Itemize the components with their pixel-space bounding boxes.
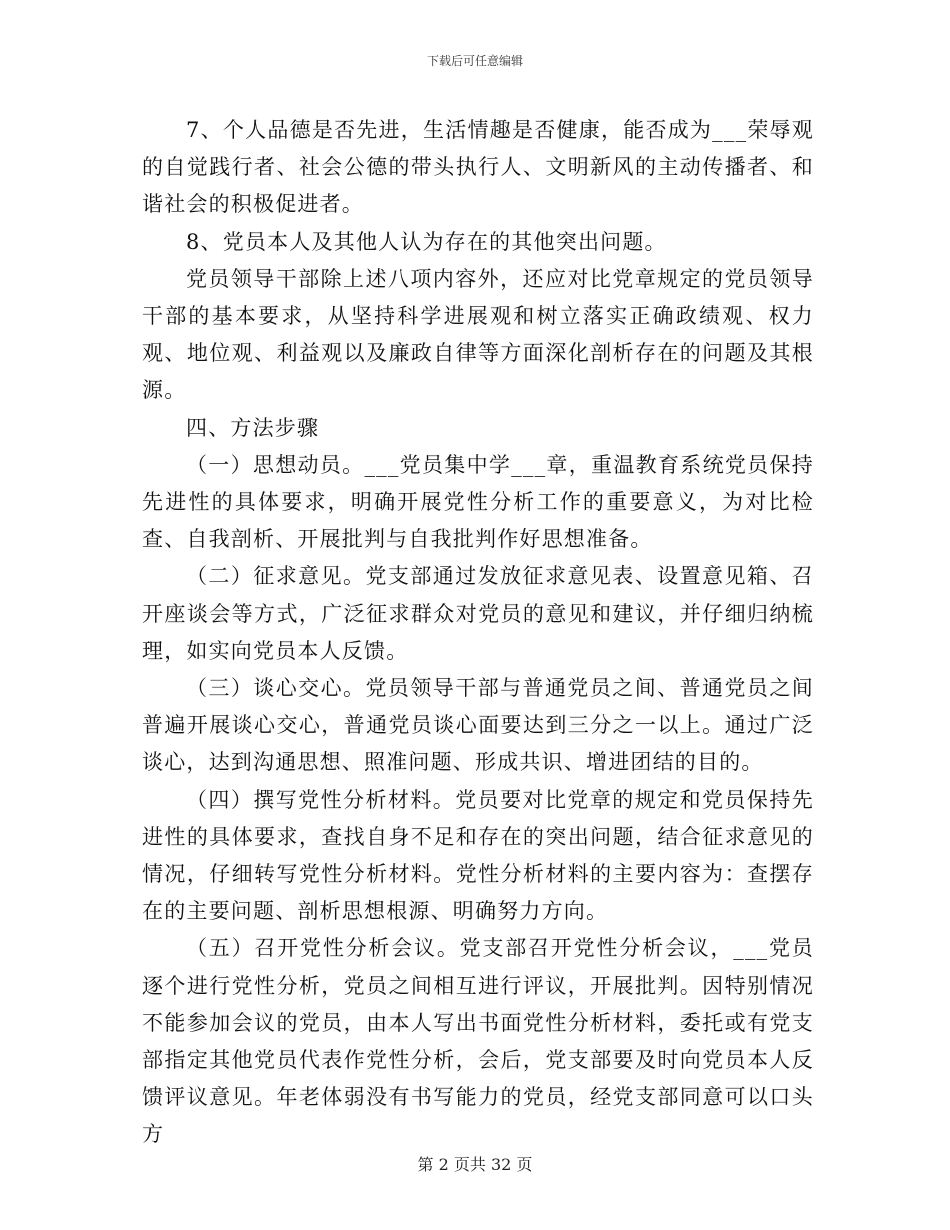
paragraph-step-3: （三）谈心交心。党员领导干部与普通党员之间、普通党员之间普遍开展谈心交心，普通党员谈心面要达到三分之一以上。通过广泛谈心，达到沟通思想、照准问题、形成共识、增进团结的目的。 xyxy=(142,676,814,775)
page-number-footer: 第 2 页共 32 页 xyxy=(417,1155,533,1174)
paragraph-step-4: （四）撰写党性分析材料。党员要对比党章的规定和党员保持先进性的具体要求，查找自身不足和存在的突出问题，结合征求意见的情况，仔细转写党性分析材料。党性分析材料的主要内容为：查摆存在的主要问题、剖析思想根源、明确努力方向。 xyxy=(142,787,814,924)
paragraph-item-7: 7、个人品德是否先进，生活情趣是否健康，能否成为___荣辱观的自觉践行者、社会公德的带头执行人、文明新风的主动传播者、和谐社会的积极促进者。 xyxy=(142,118,814,217)
paragraph-item-8: 8、党员本人及其他人认为存在的其他突出问题。 xyxy=(186,229,667,254)
paragraph-step-1: （一）思想动员。___党员集中学___章，重温教育系统党员保持先进性的具体要求，明确开展党性分析工作的重要意义，为对比检查、自我剖析、开展批判与自我批判作好思想准备。 xyxy=(142,452,814,552)
page-header-note: 下载后可任意编辑 xyxy=(426,54,523,68)
paragraph-step-5: （五）召开党性分析会议。党支部召开党性分析会议，___党员逐个进行党性分析，党员之间相互进行评议，开展批判。因特别情况不能参加会议的党员，由本人写出书面党性分析材料，委托或有党支部指定其他党员代表作党性分析，会后，党支部要及时向党员本人反馈评议意见。年老体弱没有书写能力的党员，经党支部同意可以口头方 xyxy=(142,936,814,1147)
document-body xyxy=(142,112,814,1154)
paragraph-leaders-requirements: 党员领导干部除上述八项内容外，还应对比党章规定的党员领导干部的基本要求，从坚持科学进展观和树立落实正确政绩观、权力观、地位观、利益观以及廉政自律等方面深化剖析存在的问题及其根源。 xyxy=(142,266,814,403)
paragraph-step-2: （二）征求意见。党支部通过发放征求意见表、设置意见箱、召开座谈会等方式，广泛征求群众对党员的意见和建议，并仔细归纳梳理，如实向党员本人反馈。 xyxy=(142,564,814,663)
section-heading-methods: 四、方法步骤 xyxy=(186,415,320,440)
